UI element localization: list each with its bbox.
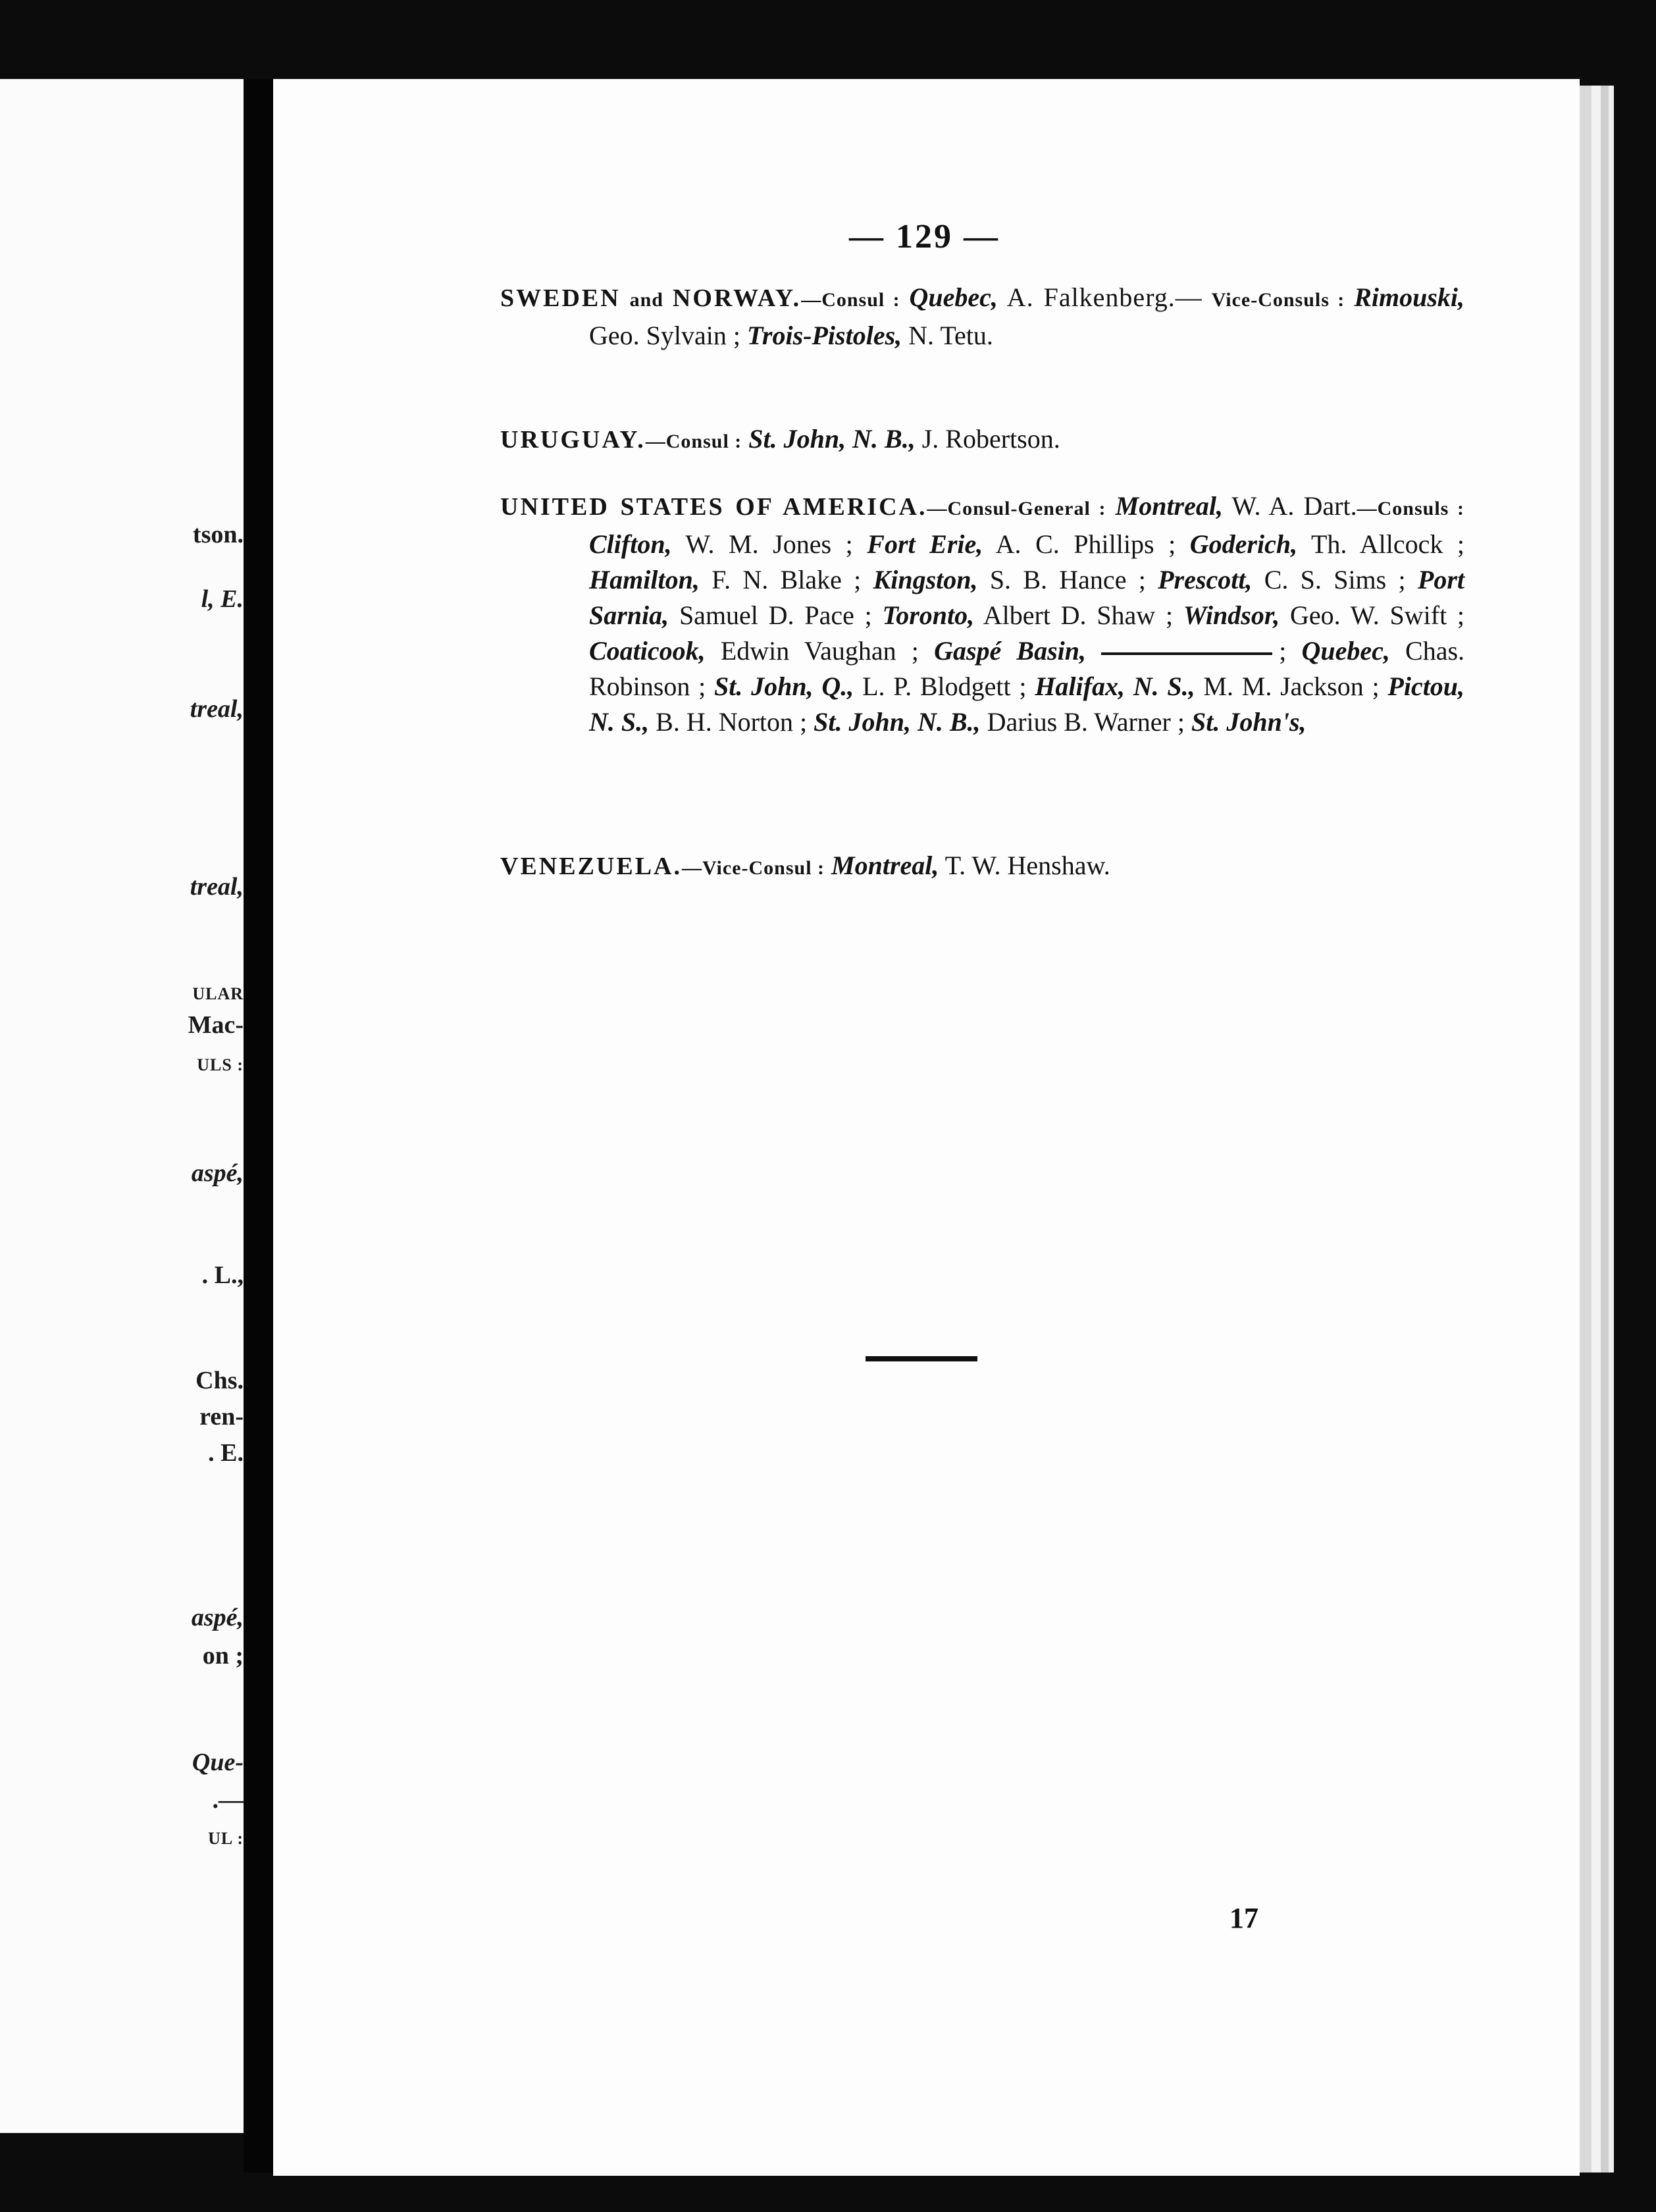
country-name: UNITED STATES OF AMERICA. [500,493,927,521]
person-name: S. B. Hance ; [989,565,1146,594]
city-name: Trois-Pistoles, [746,321,902,350]
vacant-position-dash [1101,652,1272,655]
left-fragment: aspé, [191,1604,244,1631]
left-fragment: tson. [192,521,244,548]
person-name: F. N. Blake ; [712,565,862,594]
person-name: A. Falkenberg.— [1006,282,1203,312]
page-edge [1609,86,1614,2172]
city-name: Kingston, [873,565,978,594]
city-name: Gaspé Basin, [934,636,1087,666]
person-name: Geo. W. Swift ; [1289,600,1465,630]
left-fragment: Mac- [188,1011,244,1039]
person-name: Th. Allcock ; [1310,529,1464,559]
entry-united-states [500,488,1464,740]
role-label: —Consuls : [1357,498,1465,519]
left-fragment: Chs. [195,1367,244,1394]
country-name: SWEDEN [500,284,621,312]
left-fragment: .— [212,1786,244,1814]
country-name: NORWAY. [672,284,802,312]
left-fragment: ULS : [197,1055,244,1074]
role-label: —Consul : [801,289,900,311]
person-name: W. A. Dart. [1231,491,1357,521]
section-divider-rule [866,1356,977,1361]
page-number: — 129 — [849,218,1000,255]
city-name: Montreal, [1115,491,1223,521]
city-name: Hamilton, [589,565,700,594]
left-fragment: ren- [199,1403,244,1431]
person-name: B. H. Norton ; [656,707,808,737]
person-name: J. Robertson. [921,424,1060,454]
country-name: URUGUAY. [500,426,646,454]
city-name: St. John, Q., [714,672,854,701]
city-name: St. John, N. B., [748,424,916,454]
left-fragment: l, E. [201,585,244,613]
book-gutter [244,79,273,2172]
left-fragment: Que- [192,1749,244,1776]
city-name: Prescott, [1158,565,1253,594]
city-name: Halifax, N. S., [1035,672,1195,701]
person-name: N. Tetu. [908,321,993,350]
city-name: Quebec, [909,282,998,312]
country-name: VENEZUELA. [500,853,682,880]
city-name: Pictou, N. S., [589,672,1465,737]
separator: ; [1279,636,1287,666]
page-edge [1601,86,1609,2172]
page-edge [1580,86,1591,2172]
city-name: Windsor, [1183,600,1280,630]
city-name: Rimouski, [1354,282,1465,312]
city-name: St. John, N. B., [814,707,981,737]
entry-sweden-norway [500,280,1464,354]
city-name: St. John's, [1191,707,1307,737]
left-fragment: . L., [201,1261,244,1289]
right-page [273,79,1580,2176]
left-page [0,79,244,2133]
left-fragment: UL : [208,1829,244,1848]
entry-venezuela [500,848,1464,886]
role-label: —Vice-Consul : [682,857,825,879]
role-label: —Consul : [645,431,742,452]
person-name: L. P. Blodgett ; [862,672,1027,701]
person-name: C. S. Sims ; [1264,565,1406,594]
person-name: Edwin Vaughan ; [720,636,919,666]
city-name: Clifton, [589,529,672,559]
left-fragment: treal, [190,695,244,723]
person-name: T. W. Henshaw. [944,851,1110,880]
person-name: Geo. Sylvain ; [589,321,740,350]
person-name: Samuel D. Pace ; [679,600,872,630]
city-name: Quebec, [1301,636,1390,666]
left-fragment: ULAR [192,984,244,1003]
conjunction: and [629,289,663,311]
city-name: Toronto, [882,600,975,630]
city-name: Fort Erie, [867,529,983,559]
role-label: —Consul-General : [927,498,1106,519]
person-name: M. M. Jackson ; [1203,672,1380,701]
person-name: Darius B. Warner ; [987,707,1185,737]
signature-mark: 17 [1229,1902,1258,1934]
city-name: Montreal, [831,851,939,880]
role-label: Vice-Consuls : [1211,289,1345,311]
left-fragment: on ; [202,1642,244,1670]
left-fragment: aspé, [191,1159,244,1187]
person-name: W. M. Jones ; [685,529,853,559]
city-name: Goderich, [1189,529,1298,559]
left-fragment: . E. [208,1439,244,1467]
left-fragment: treal, [190,873,244,901]
city-name: Coaticook, [589,636,706,666]
person-name: Chas. Robinson ; [589,636,1465,701]
page-edge [1591,86,1601,2172]
person-name: A. C. Phillips ; [995,529,1176,559]
city-name: Port Sarnia, [589,565,1465,630]
entry-uruguay [500,421,1464,460]
person-name: Albert D. Shaw ; [983,600,1174,630]
